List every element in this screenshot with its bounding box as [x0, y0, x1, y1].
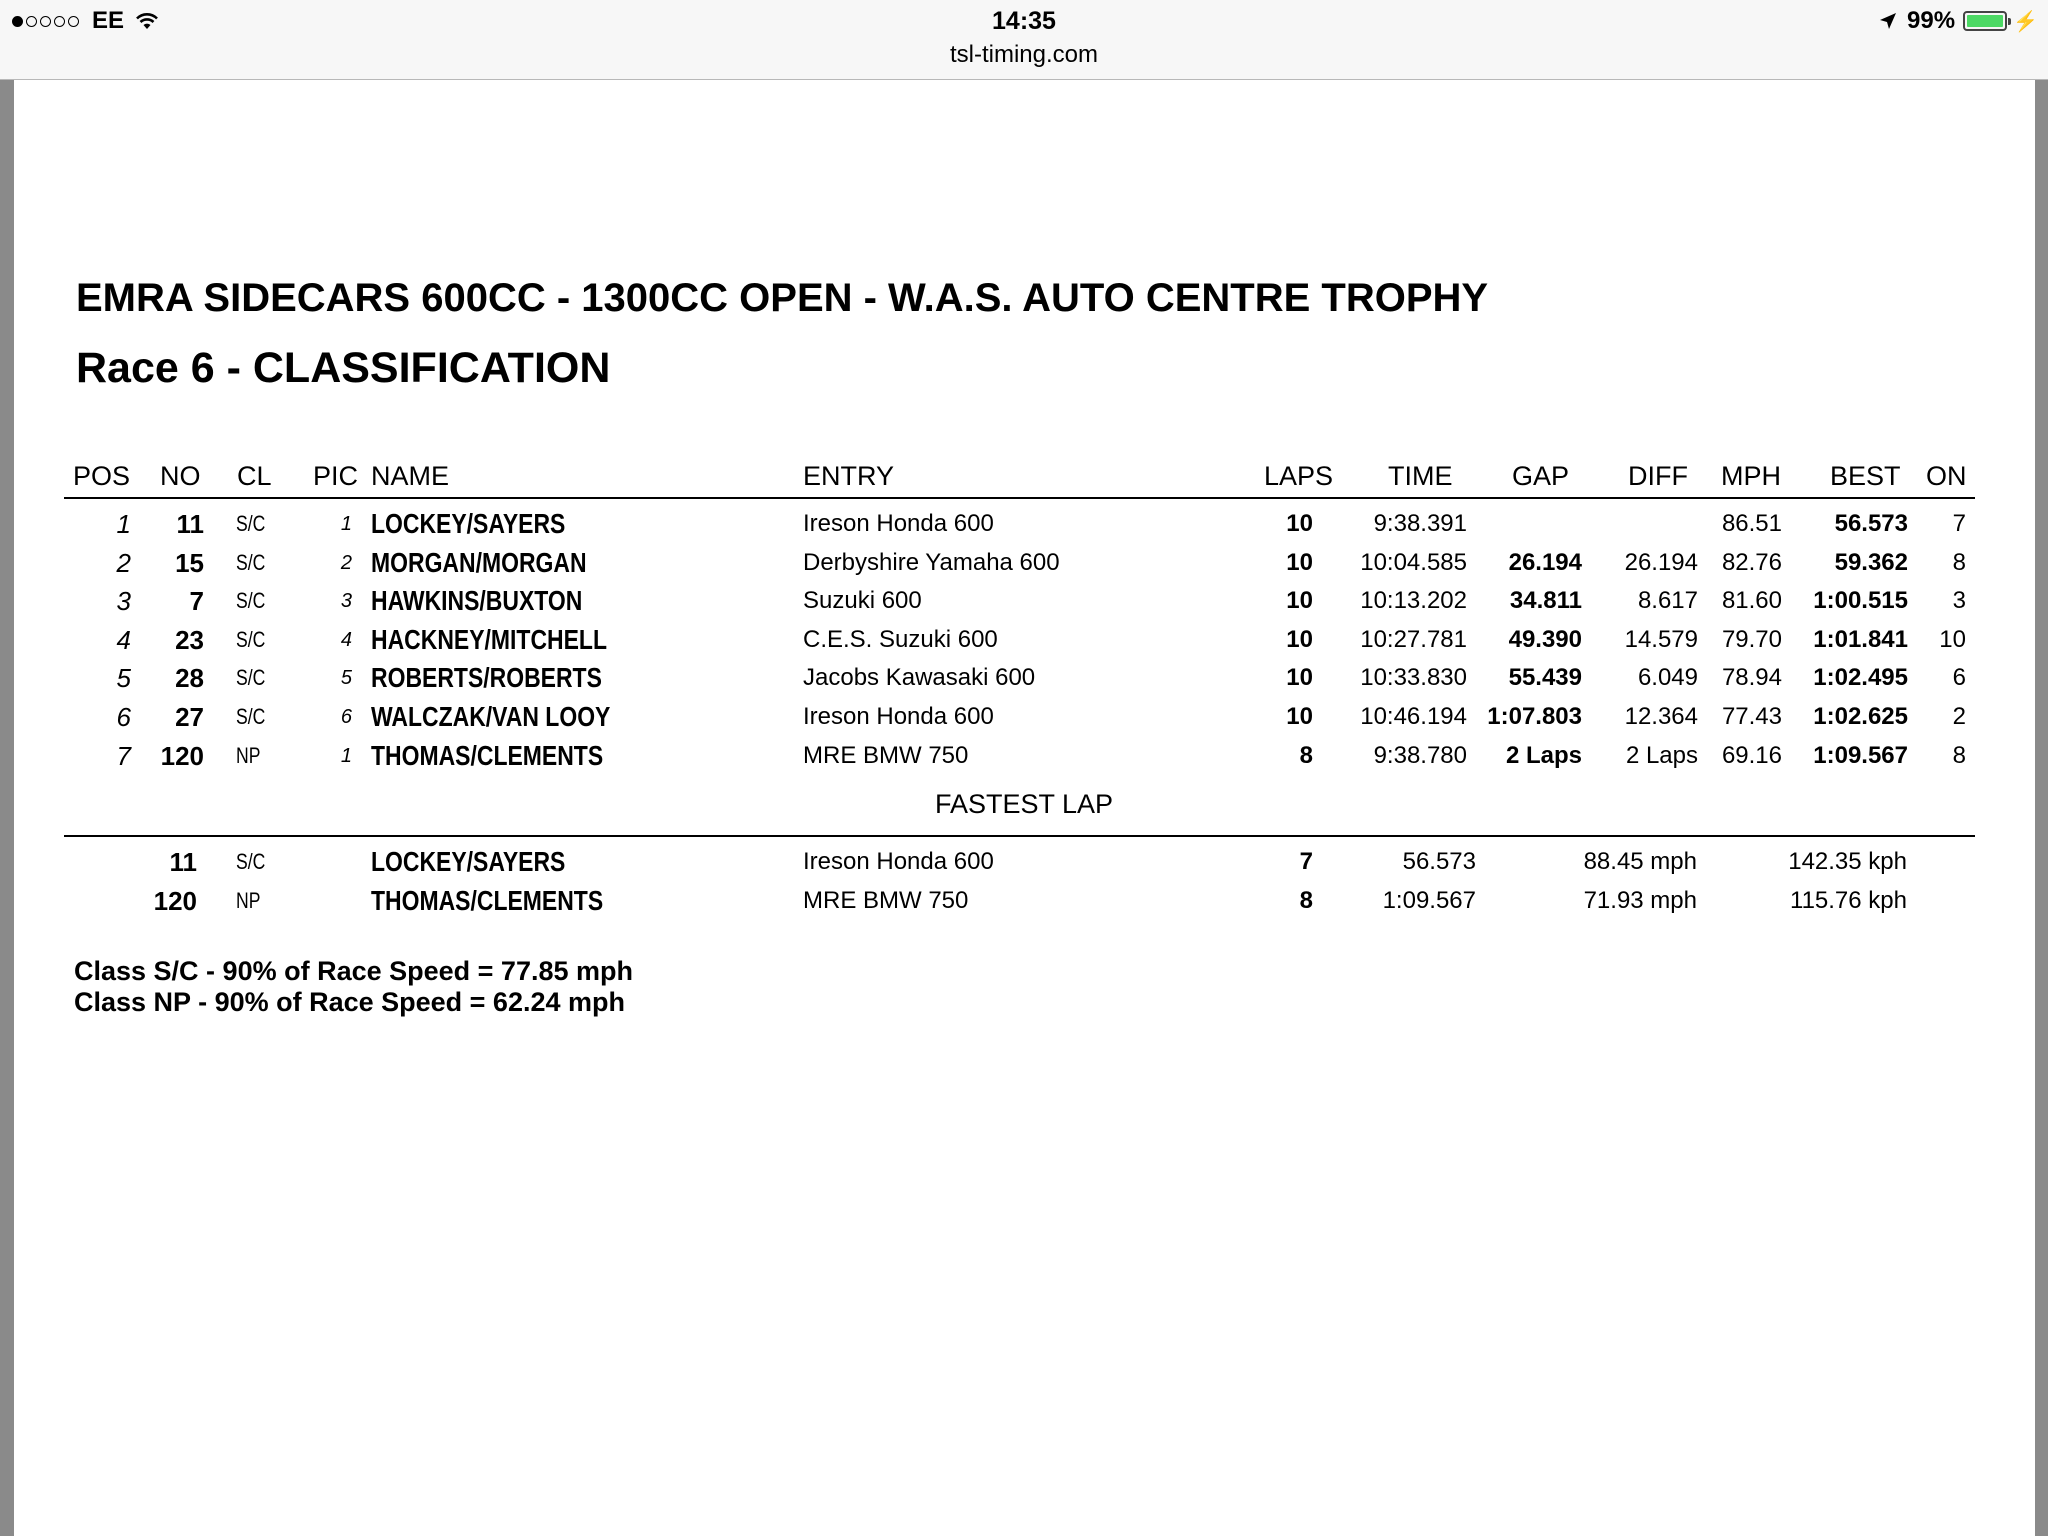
- fastest-entry: Ireson Honda 600: [803, 848, 994, 875]
- result-gap: 34.811: [1509, 587, 1582, 615]
- status-right: [1879, 6, 2038, 36]
- result-pos: 5: [116, 663, 131, 694]
- result-on: 3: [1952, 587, 1966, 615]
- result-name: HACKNEY/MITCHELL: [371, 623, 607, 655]
- result-class: S/C: [236, 665, 266, 691]
- result-diff: 6.049: [1637, 664, 1698, 692]
- result-pic: 4: [340, 628, 352, 651]
- result-pos: 3: [116, 586, 131, 617]
- result-entry: Derbyshire Yamaha 600: [803, 548, 1060, 576]
- result-best: 1:02.625: [1813, 703, 1908, 730]
- result-time: 10:33.830: [1360, 664, 1467, 692]
- fastest-time: 56.573: [1402, 848, 1476, 875]
- results-row: [0, 546, 2048, 580]
- result-on: 10: [1939, 625, 1966, 653]
- fastest-class: S/C: [236, 849, 266, 874]
- result-best: 1:00.515: [1813, 587, 1908, 615]
- result-pos: 6: [116, 702, 131, 732]
- result-entry: Jacobs Kawasaki 600: [803, 664, 1036, 692]
- result-mph: 79.70: [1721, 625, 1782, 653]
- header-mph: MPH: [1721, 461, 1781, 491]
- result-diff: 14.579: [1624, 625, 1698, 653]
- result-diff: 26.194: [1624, 548, 1698, 576]
- result-time: 10:46.194: [1360, 703, 1467, 730]
- result-entry: Suzuki 600: [803, 587, 922, 615]
- fastest-entry: MRE BMW 750: [803, 886, 969, 914]
- result-on: 2: [1952, 703, 1966, 730]
- results-row: [0, 507, 2048, 541]
- header-entry: ENTRY: [803, 461, 895, 491]
- result-pos: 7: [116, 740, 131, 771]
- class-note: Class S/C - 90% of Race Speed = 77.85 mph: [74, 956, 633, 986]
- clock: 14:35: [992, 7, 1056, 35]
- result-laps: 8: [1299, 741, 1313, 769]
- result-name: LOCKEY/SAYERS: [371, 508, 566, 539]
- fastest-no: 120: [153, 885, 197, 916]
- result-class: S/C: [236, 549, 266, 575]
- header-gap: GAP: [1512, 461, 1570, 491]
- result-pos: 2: [116, 547, 131, 578]
- battery-percent: 99%: [1907, 7, 1956, 34]
- result-class: S/C: [236, 626, 266, 652]
- address-bar-url[interactable]: tsl-timing.com: [949, 41, 1099, 68]
- fastest-no: 11: [169, 847, 197, 877]
- result-entry: C.E.S. Suzuki 600: [803, 625, 998, 653]
- result-mph: 77.43: [1721, 703, 1782, 730]
- fastest-mph: 88.45 mph: [1583, 848, 1697, 875]
- battery-icon: [1963, 11, 2007, 31]
- result-diff: 2 Laps: [1625, 741, 1698, 769]
- result-best: 56.573: [1834, 510, 1908, 537]
- header-laps: LAPS: [1263, 461, 1333, 491]
- result-class: S/C: [236, 704, 266, 729]
- result-name: THOMAS/CLEMENTS: [371, 739, 604, 771]
- result-time: 10:13.202: [1360, 587, 1467, 615]
- result-laps: 10: [1286, 664, 1313, 692]
- result-gap: [1470, 507, 1582, 541]
- result-no: 7: [189, 586, 204, 617]
- header-time: TIME: [1388, 461, 1453, 491]
- status-bar: [0, 0, 2048, 80]
- results-row: [0, 661, 2048, 695]
- class-note: Class NP - 90% of Race Speed = 62.24 mph: [74, 987, 625, 1017]
- result-class: NP: [236, 742, 261, 768]
- charging-bolt-icon: ⚡: [2013, 10, 2038, 33]
- results-row: [0, 623, 2048, 657]
- results-row: [0, 739, 2048, 773]
- header-pos: POS: [73, 461, 131, 491]
- result-gap: 26.194: [1508, 548, 1582, 576]
- result-entry: Ireson Honda 600: [803, 703, 994, 730]
- header-name: NAME: [371, 461, 450, 491]
- result-no: 11: [176, 509, 204, 539]
- result-on: 8: [1952, 548, 1966, 576]
- fastest-lap-row: [0, 845, 2048, 879]
- carrier-label: EE: [92, 7, 125, 34]
- fastest-kph: 142.35 kph: [1788, 848, 1907, 875]
- result-gap: 49.390: [1508, 625, 1582, 653]
- header-best: BEST: [1830, 461, 1901, 491]
- result-diff: 8.617: [1637, 587, 1698, 615]
- result-name: MORGAN/MORGAN: [371, 546, 587, 578]
- header-no: NO: [160, 461, 201, 491]
- result-pic: 1: [340, 744, 352, 767]
- result-no: 23: [175, 624, 204, 655]
- result-class: S/C: [236, 588, 266, 614]
- result-pic: 5: [340, 667, 352, 690]
- location-arrow-icon: [1879, 12, 1897, 30]
- result-pic: 1: [340, 513, 352, 535]
- result-time: 10:27.781: [1360, 625, 1467, 653]
- race-subtitle: Race 6 - CLASSIFICATION: [76, 344, 611, 392]
- result-best: 1:02.495: [1813, 664, 1908, 692]
- result-mph: 81.60: [1721, 587, 1782, 615]
- result-mph: 78.94: [1721, 664, 1782, 692]
- result-class: S/C: [236, 511, 266, 536]
- fastest-lap-title: FASTEST LAP: [934, 789, 1114, 819]
- result-pic: 3: [340, 590, 352, 613]
- results-row: [0, 700, 2048, 734]
- result-diff: 12.364: [1624, 703, 1698, 730]
- fastest-kph: 115.76 kph: [1790, 886, 1907, 914]
- header-cl: CL: [237, 461, 272, 491]
- result-best: 59.362: [1834, 548, 1908, 576]
- result-on: 8: [1952, 741, 1966, 769]
- fastest-name: LOCKEY/SAYERS: [371, 846, 566, 877]
- result-no: 120: [160, 740, 204, 771]
- result-best: 1:01.841: [1813, 625, 1908, 653]
- result-gap: 2 Laps: [1505, 741, 1582, 769]
- result-mph: 86.51: [1721, 510, 1782, 537]
- result-best: 1:09.567: [1813, 741, 1908, 769]
- fastest-class: NP: [236, 887, 261, 913]
- result-name: HAWKINS/BUXTON: [371, 585, 583, 617]
- result-on: 6: [1952, 664, 1966, 692]
- result-pic: 2: [340, 551, 352, 574]
- result-pos: 1: [116, 509, 131, 539]
- fastest-time: 1:09.567: [1382, 886, 1476, 914]
- result-name: WALCZAK/VAN LOOY: [371, 701, 611, 732]
- result-laps: 10: [1286, 510, 1313, 537]
- result-time: 9:38.391: [1373, 510, 1467, 537]
- result-no: 28: [175, 663, 204, 694]
- result-gap: 1:07.803: [1487, 703, 1582, 730]
- result-entry: MRE BMW 750: [803, 741, 969, 769]
- result-time: 9:38.780: [1373, 741, 1467, 769]
- result-pos: 4: [116, 624, 131, 655]
- fastest-lap-row: [0, 884, 2048, 918]
- result-diff: [1590, 507, 1698, 541]
- result-on: 7: [1952, 510, 1966, 537]
- result-laps: 10: [1286, 548, 1313, 576]
- header-pic: PIC: [313, 461, 359, 491]
- fastest-lap: 8: [1299, 886, 1313, 914]
- result-pic: 6: [340, 706, 352, 728]
- header-diff: DIFF: [1628, 461, 1688, 491]
- result-laps: 10: [1286, 625, 1313, 653]
- result-no: 27: [175, 702, 204, 732]
- result-no: 15: [175, 547, 204, 578]
- result-mph: 69.16: [1721, 741, 1782, 769]
- result-laps: 10: [1286, 587, 1313, 615]
- result-name: ROBERTS/ROBERTS: [371, 662, 602, 694]
- header-on: ON: [1926, 461, 1967, 491]
- result-laps: 10: [1286, 703, 1313, 730]
- fastest-lap: 7: [1299, 848, 1313, 875]
- fastest-name: THOMAS/CLEMENTS: [371, 884, 604, 916]
- result-mph: 82.76: [1721, 548, 1782, 576]
- header-divider: [64, 497, 1975, 499]
- fastest-lap-divider: [64, 835, 1975, 837]
- fastest-mph: 71.93 mph: [1583, 886, 1697, 914]
- results-row: [0, 584, 2048, 618]
- result-gap: 55.439: [1508, 664, 1582, 692]
- result-entry: Ireson Honda 600: [803, 510, 994, 537]
- battery-level-fill: [1967, 15, 2003, 27]
- result-time: 10:04.585: [1360, 548, 1467, 576]
- event-title: EMRA SIDECARS 600CC - 1300CC OPEN - W.A.S. AUTO CENTRE TROPHY: [76, 276, 1489, 320]
